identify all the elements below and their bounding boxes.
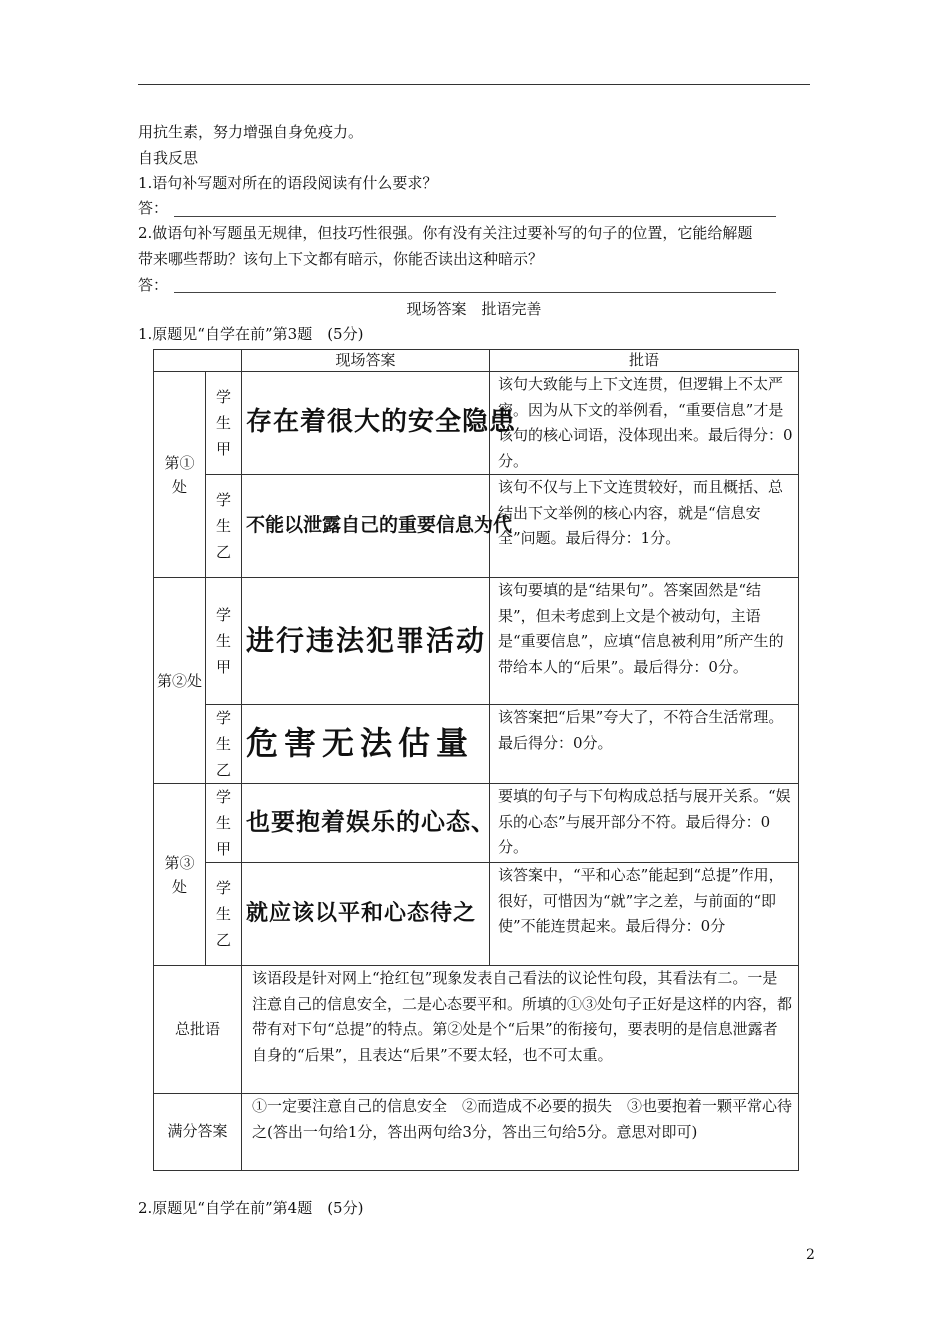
comment-cell: 该答案中，“平和心态”能起到“总提”作用，很好，可惜因为“就”字之差，与前面的“即使”不能连贯起来。最后得分：0分	[490, 863, 799, 966]
summary-text: 该语段是针对网上“抢红包”现象发表自己看法的议论性句段，其看法有二。一是注意自己的信息安全，二是心态要平和。所填的①③处句子正好是这样的内容，都带有对下句“总提”的特点。第②处是个“后果”的衔接句，要表明的是信息泄露者自身的“后果”，且表达“后果”不要太轻，也不可太重。	[242, 966, 799, 1094]
header-blank	[154, 350, 242, 372]
comment-cell: 该句大致能与上下文连贯，但逻辑上不太严密。因为从下文的举例看，“重要信息”才是该句的核心词语，没体现出来。最后得分：0分。	[490, 372, 799, 475]
student-label: 学 生 甲	[206, 578, 242, 705]
question-2-line-2: 带来哪些帮助？该句上下文都有暗示，你能否读出这种暗示？	[138, 250, 544, 268]
table-row	[154, 372, 799, 475]
group-label: 第②处	[154, 578, 206, 784]
answer-line-1	[174, 216, 776, 217]
comment-cell: 该句要填的是“结果句”。答案固然是“结果”，但未考虑到上文是个被动句，主语是“重要信息”，应填“信息被利用”所产生的带给本人的“后果”。最后得分：0分。	[490, 578, 799, 705]
answer-label-2: 答：	[138, 276, 169, 294]
student-label: 学 生 乙	[206, 863, 242, 966]
table-row	[154, 1094, 799, 1171]
handwritten-answer: 危害无法估量	[242, 705, 490, 784]
table-row	[154, 578, 799, 705]
section-title: 现场答案 批语完善	[406, 300, 542, 318]
student-label: 学 生 甲	[206, 372, 242, 475]
item-2-heading: 2.原题见“自学在前”第4题 (5分)	[138, 1199, 364, 1217]
header-answer: 现场答案	[242, 350, 490, 372]
table-row	[154, 475, 799, 578]
grading-table	[153, 349, 799, 1171]
table-header-row	[154, 350, 799, 372]
section-heading: 自我反思	[138, 149, 199, 167]
handwritten-answer: 进行违法犯罪活动	[242, 578, 490, 705]
table-row	[154, 966, 799, 1094]
handwritten-answer: 就应该以平和心态待之	[242, 863, 490, 966]
handwritten-answer: 不能以泄露自己的重要信息为代	[242, 475, 490, 578]
header-rule	[138, 84, 810, 85]
table-row	[154, 705, 799, 784]
handwritten-answer: 也要抱着娱乐的心态、	[242, 784, 490, 863]
page-number: 2	[806, 1247, 815, 1263]
comment-cell: 该句不仅与上下文连贯较好，而且概括、总结出下文举例的核心内容，就是“信息安全”问题。最后得分：1分。	[490, 475, 799, 578]
student-label: 学 生 乙	[206, 475, 242, 578]
comment-cell: 要填的句子与下句构成总括与展开关系。“娱乐的心态”与展开部分不符。最后得分：0分。	[490, 784, 799, 863]
student-label: 学 生 乙	[206, 705, 242, 784]
item-1-heading: 1.原题见“自学在前”第3题 (5分)	[138, 325, 364, 343]
body-text: 用抗生素，努力增强自身免疫力。	[138, 123, 364, 141]
group-label: 第③处	[154, 784, 206, 966]
full-answer-label: 满分答案	[154, 1094, 242, 1171]
student-label: 学 生 甲	[206, 784, 242, 863]
table-row	[154, 863, 799, 966]
header-comment: 批语	[490, 350, 799, 372]
question-1: 1.语句补写题对所在的语段阅读有什么要求？	[138, 174, 438, 192]
full-answer-text: ①一定要注意自己的信息安全 ②而造成不必要的损失 ③也要抱着一颗平常心待之(答出一句给1分，答出两句给3分，答出三句给5分。意思对即可)	[242, 1094, 799, 1171]
summary-label: 总批语	[154, 966, 242, 1094]
handwritten-answer: 存在着很大的安全隐患	[242, 372, 490, 475]
question-2-line-1: 2.做语句补写题虽无规律，但技巧性很强。你有没有关注过要补写的句子的位置，它能给解题	[138, 224, 753, 242]
answer-line-2	[174, 292, 776, 293]
answer-label-1: 答：	[138, 199, 169, 217]
comment-cell: 该答案把“后果”夸大了，不符合生活常理。最后得分：0分。	[490, 705, 799, 784]
group-label: 第①处	[154, 372, 206, 578]
table-row	[154, 784, 799, 863]
